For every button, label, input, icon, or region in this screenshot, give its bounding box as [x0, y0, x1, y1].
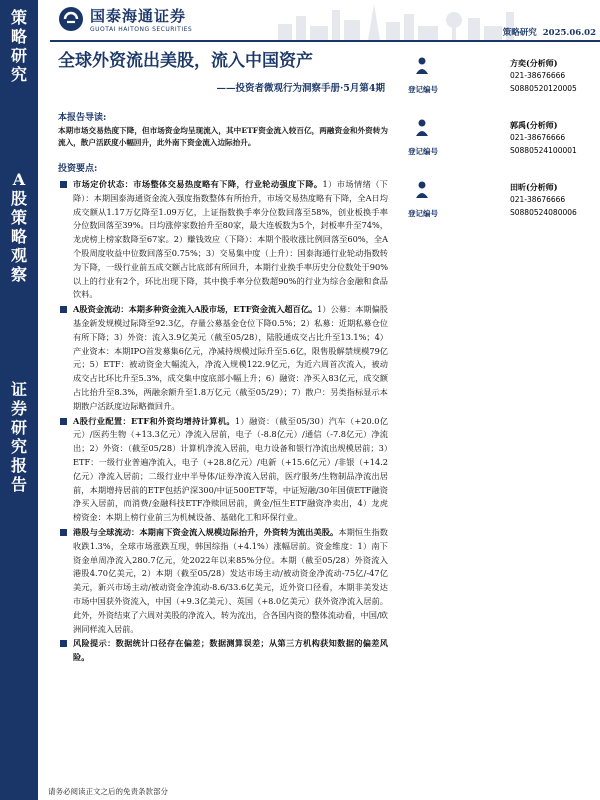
square-bullet-icon [60, 181, 67, 188]
report-date: 2025.06.02 [542, 28, 596, 38]
square-bullet-icon [60, 418, 67, 425]
point-lead: 港股与全球流动：本期南下资金流入规模边际抬升，外资转为流出美股。 [73, 526, 339, 537]
point-body: 1）融资：（截至05/30）汽车（+20.0亿元）/医药生物（+13.3亿元）净流入居前，电子（-8.8亿元）/通信（-7.8亿元）净流出；2）外资：（截至05/28）计算机净流入居前，电力设备和银行净流出规模居前；3）ETF：一级行业普遍净流入，电子（+28.8亿元）/电新（+15.6亿元）/非银（+14.2亿元）净流入居前；二级行业中半导体/证券净流入居前，医疗服务/生物制品净流出居前，本期增持居前的ETF包括沪深300/中证500ETF等，中证短融/30年国债ETF融资净买入居前，而消费/金融科技ETF净赎回居前，黄金/恒生ETF融资净卖出，4）龙虎榜资金：本期上榜行业前三为机械设备、基础化工和环保行业。 [73, 415, 389, 523]
side-label-doctype [0, 380, 38, 494]
point-lead: 市场定价状态：市场整体交易热度略有下降，行业轮动强度下降。 [73, 179, 323, 189]
analyst-reg-label: 登记编号 [408, 147, 438, 156]
square-bullet-icon [60, 306, 67, 313]
left-band [0, 0, 38, 800]
analyst-name: 郭禹(分析师) [510, 120, 558, 130]
report-meta [497, 26, 596, 38]
analyst-card [400, 118, 600, 180]
point-lead: A股资金流动：本期多种资金流入A股市场，ETF资金流入超百亿。 [73, 304, 318, 315]
side-char: 观 [10, 246, 27, 265]
analyst-panel [400, 56, 600, 242]
side-char: 究 [10, 65, 27, 84]
side-char: 研 [10, 46, 27, 65]
side-char: 股 [10, 189, 27, 208]
analyst-phone: 021-38676666 [510, 71, 566, 80]
disclaimer-note: 请务必阅读正文之后的免责条款部分 [48, 787, 168, 796]
company-logo [58, 5, 192, 33]
analyst-card [400, 56, 600, 118]
guide-summary: 本期市场交易热度下降，但市场资金均呈现流入，其中ETF资金流入较百亿，两融资金和外资转为流入，散户活跃度小幅回升，此外南下资金流入边际抬升。 [58, 126, 388, 147]
side-char: 券 [10, 399, 27, 418]
side-char: 究 [10, 437, 27, 456]
investment-points-heading: 投资要点: [58, 164, 98, 174]
point-body: 1）公募：本期偏股基金新发规模过际降至92.3亿，存量公募基金仓位下降0.5%；2）私募：近期私募仓位有所下降；3）外资：流入3.9亿美元（截至05/28），陆股通成交占比升至13.1%；4）产业资本：本期IPO首发募集6亿元，净减持规模过际升至5.6亿，限售股解禁规模79亿元；5）ETF：被动资金大幅流入，净流入规模122.9亿元，为近六周首次流入，被动成交占比环比升至5.3%，成交集中度底部小幅上升；6）融资：净买入83亿元，成交额占比抬升至8.3%，两融余额升至1.8万亿元（截至05/29）；7）散户：另类指标显示本期散户活跃度边际略微回升。 [73, 304, 388, 411]
point-body: 1）市场情绪（下降）：本期国泰海通资金流入强度指数整体有所抬升，市场交易热度略有下降，全A日均成交额从1.17万亿降至1.09万亿，上证指数换手率分位数回落至58%，创业板换手率分位数回落至39%。日均涨停家数抬升至80家，最大连板数为5个，封板率升至74%，龙虎榜上榜家数降至67家。2）赚钱效应（下降）：本期个股收涨比例回落至60%，全A个股周度收益中位数回落至0.75%；3）交易集中度（上升）：国泰海通行业轮动指数转为下降，一级行业前五成交额占比底部有所回升，本期行业换手率历史分位数处于90%以上的行业有2个，环比出现下降，其中换手率分位数超90%的行业为综合金融和食品饮料。 [73, 179, 388, 300]
main-content [58, 110, 388, 666]
guide-heading: 本报告导读: [58, 113, 107, 123]
analyst-reg-number: S0880520120005 [510, 84, 577, 93]
square-bullet-icon [60, 640, 67, 647]
analyst-name: 田昕(分析师) [510, 182, 558, 192]
person-icon [414, 56, 430, 76]
side-char: 察 [10, 265, 27, 284]
side-char: 策 [10, 208, 27, 227]
analyst-phone: 021-38676666 [510, 133, 566, 142]
investment-point [58, 303, 388, 413]
analyst-reg-label: 登记编号 [408, 209, 438, 218]
point-body: 本期恒生指数收跌1.3%，全球市场涨跌互现，韩国综指（+4.1%）涨幅居前。资金维度：1）南下资金单周净流入280.7亿元，处2022年以来85%分位。本期（截至05/28）外资流入港股4.70亿美元，2）本期（截至05/28）发达市场主动/被动资金净流动-75亿/-47亿美元，新兴市场主动/被动资金净流动-8.6/33.6亿美元，近外资口径看，本期非美发达市场中国获外资流入，中国（+9.3亿美元）、英国（+8.0亿美元）获外资净流入居前。此外，外资结束了六周对美股的净流入，转为流出，合各国内资的整体流动看，中国/欧洲同样流入居前。 [73, 526, 388, 634]
risk-warning [58, 637, 388, 665]
analyst-card [400, 180, 600, 242]
analyst-reg-number: S0880524100001 [510, 146, 577, 155]
report-category: 策略研究 [502, 28, 537, 38]
investment-point [58, 178, 388, 302]
person-icon [414, 180, 430, 200]
point-lead: 风险提示：数据统计口径存在偏差；数据测算误差；从第三方机构获知数据的偏差风险。 [73, 638, 388, 663]
analyst-phone: 021-38676666 [510, 195, 566, 204]
page-header [38, 0, 600, 40]
side-label-series [0, 170, 38, 284]
person-icon [414, 118, 430, 138]
analyst-reg-number: S0880524080006 [510, 208, 577, 217]
logo-name-en: GUOTAI HAITONG SECURITIES [90, 26, 193, 33]
side-char: 策 [10, 8, 27, 27]
point-lead: A股行业配置：ETF和外资均增持计算机。 [73, 415, 235, 426]
investment-point [58, 415, 388, 525]
logo-name-cn: 国泰海通证券 [90, 7, 187, 25]
analyst-reg-label: 登记编号 [408, 85, 438, 94]
logo-mark-icon [58, 6, 84, 32]
side-char: A [12, 170, 26, 189]
side-char: 告 [10, 475, 27, 494]
side-label-category [0, 8, 38, 84]
side-char: 研 [10, 418, 27, 437]
side-char: 略 [10, 27, 27, 46]
investment-point [58, 526, 388, 636]
side-char: 略 [10, 227, 27, 246]
city-skyline-decoration [268, 0, 528, 40]
report-title: 全球外资流出美股，流入中国资产 [58, 51, 313, 71]
header-divider [50, 40, 600, 42]
side-char: 证 [10, 380, 27, 399]
analyst-name: 方奕(分析师) [510, 58, 558, 68]
square-bullet-icon [60, 529, 67, 536]
report-subtitle: ——投资者微观行为洞察手册·5月第4期 [216, 83, 385, 94]
side-char: 报 [10, 456, 27, 475]
